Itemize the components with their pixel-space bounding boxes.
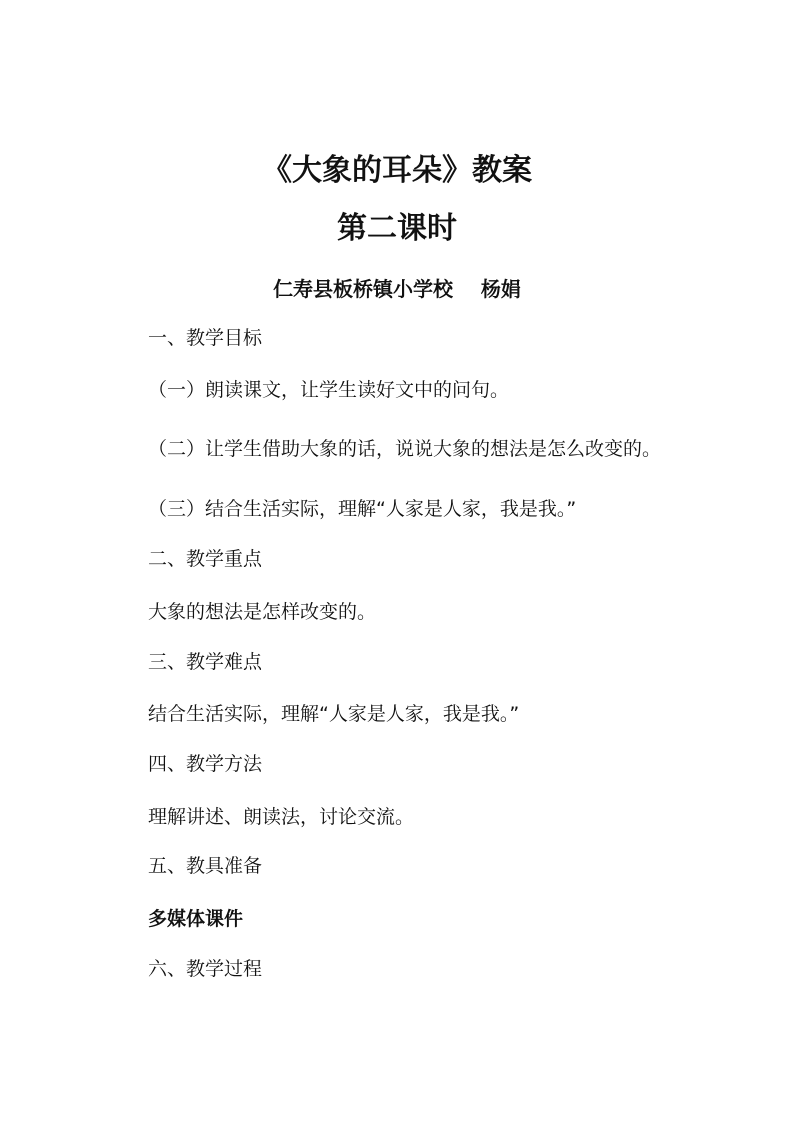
difficulties-content: 结合生活实际，理解“人家是人家，我是我。”: [148, 703, 520, 725]
section-heading-methods: 四、教学方法: [148, 753, 263, 775]
key-points-content: 大象的想法是怎样改变的。: [148, 601, 377, 623]
goal-item-2: （二）让学生借助大象的话，说说大象的想法是怎么改变的。: [148, 438, 662, 460]
document-title: 《大象的耳朵》教案: [262, 153, 532, 188]
document-subtitle: 第二课时: [337, 211, 457, 246]
section-heading-process: 六、教学过程: [148, 958, 263, 980]
methods-content: 理解讲述、朗读法，讨论交流。: [148, 806, 415, 828]
goal-item-3: （三）结合生活实际，理解“人家是人家，我是我。”: [148, 498, 577, 520]
section-heading-materials: 五、教具准备: [148, 855, 263, 877]
goal-item-1: （一）朗读课文，让学生读好文中的问句。: [148, 379, 510, 401]
section-heading-key-points: 二、教学重点: [148, 548, 263, 570]
materials-content: 多媒体课件: [148, 908, 244, 930]
section-heading-difficulties: 三、教学难点: [148, 651, 263, 673]
section-heading-goals: 一、教学目标: [148, 327, 263, 349]
author-line: 仁寿县板桥镇小学校 杨娟: [273, 277, 521, 301]
